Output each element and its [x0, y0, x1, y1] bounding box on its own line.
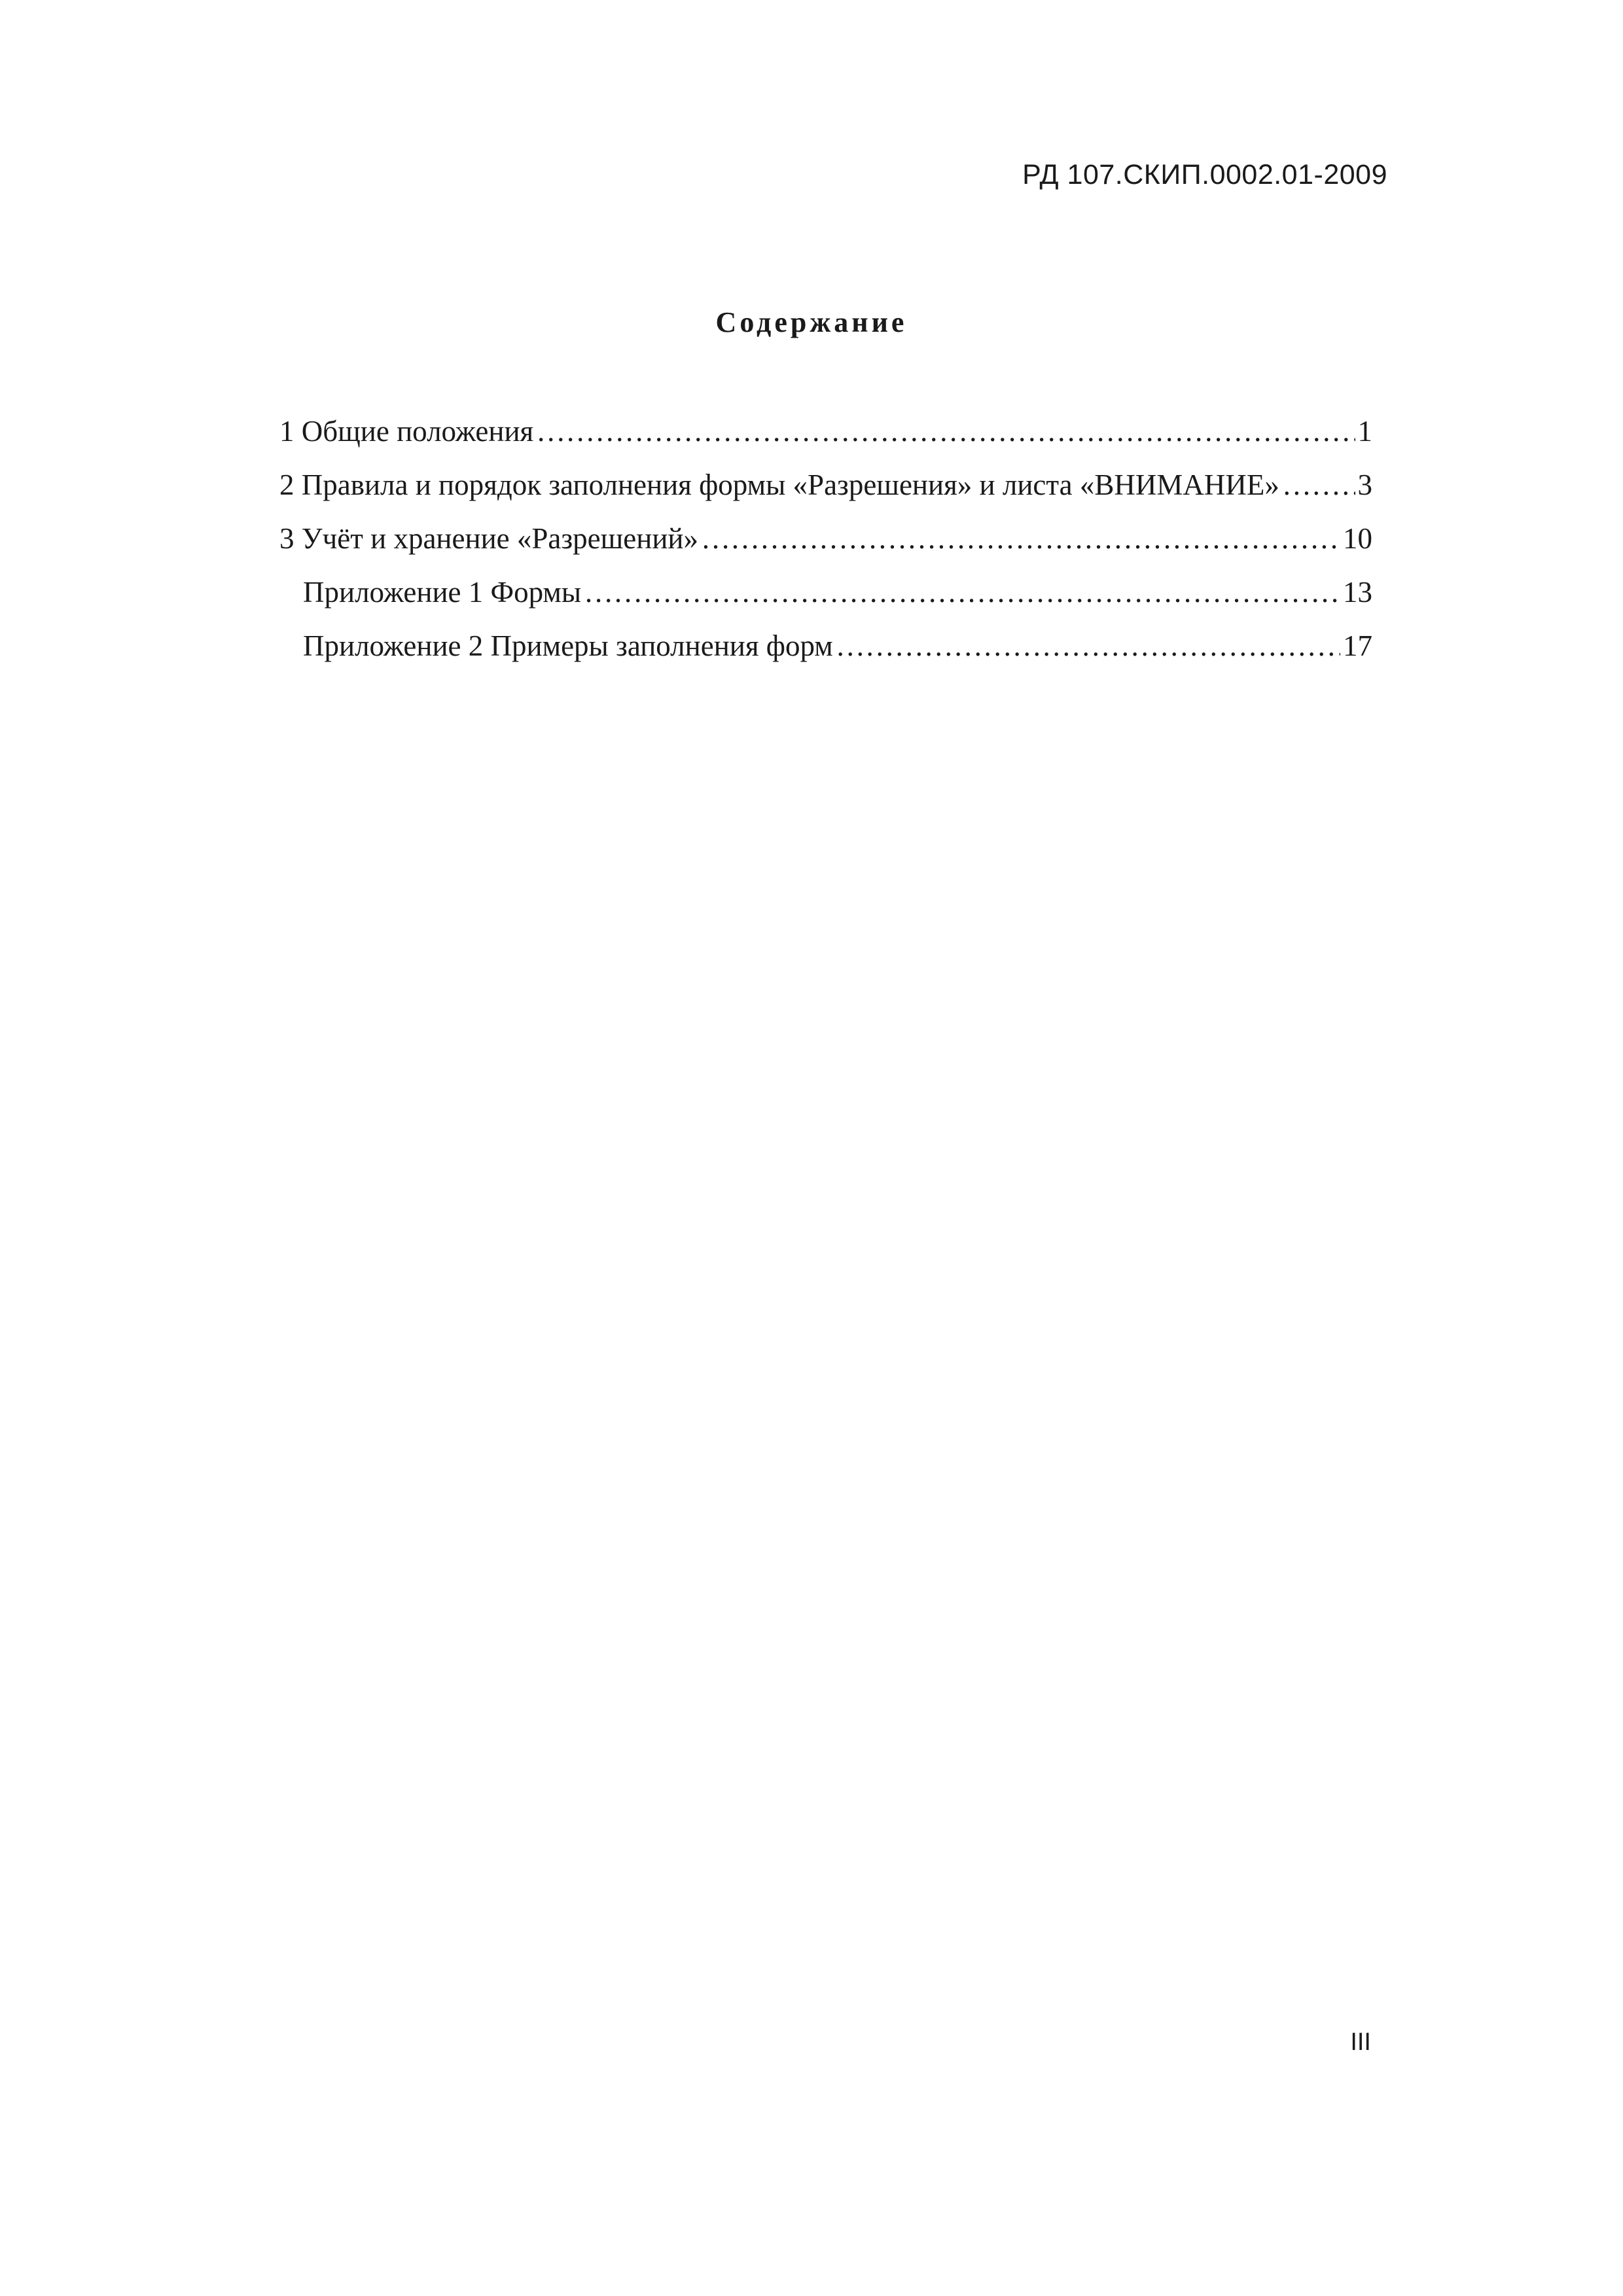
toc-entry-title: 2 Правила и порядок заполнения формы «Разрешения» и листа «ВНИМАНИЕ»	[279, 468, 1279, 501]
toc-entry-page: 10	[1343, 522, 1372, 555]
toc-leader-dots	[701, 512, 1340, 565]
toc-entry-appendix[interactable]	[279, 565, 1372, 619]
toc-entry-page: 17	[1343, 629, 1372, 662]
toc-entry-title: Приложение 2 Примеры заполнения форм	[303, 629, 833, 662]
page-number: III	[1350, 2028, 1371, 2056]
toc-leader-dots	[836, 619, 1340, 673]
toc-entry-title: Приложение 1 Формы	[303, 576, 582, 609]
toc-entry-appendix[interactable]	[279, 619, 1372, 673]
toc-leader-dots	[1282, 458, 1355, 512]
toc-entry-title: 1 Общие положения	[279, 415, 534, 448]
toc-leader-dots	[536, 404, 1355, 458]
toc-entry[interactable]	[279, 404, 1372, 458]
toc-entry[interactable]	[279, 458, 1372, 512]
document-code: РД 107.СКИП.0002.01-2009	[1022, 159, 1387, 190]
toc-entry-title: 3 Учёт и хранение «Разрешений»	[279, 522, 698, 555]
toc-leader-dots	[584, 565, 1340, 619]
toc-entry-page: 3	[1357, 468, 1372, 501]
toc-entry-page: 1	[1357, 415, 1372, 448]
toc-entry[interactable]	[279, 512, 1372, 565]
table-of-contents	[279, 404, 1372, 673]
toc-entry-page: 13	[1343, 576, 1372, 609]
toc-title: Содержание	[715, 306, 908, 338]
